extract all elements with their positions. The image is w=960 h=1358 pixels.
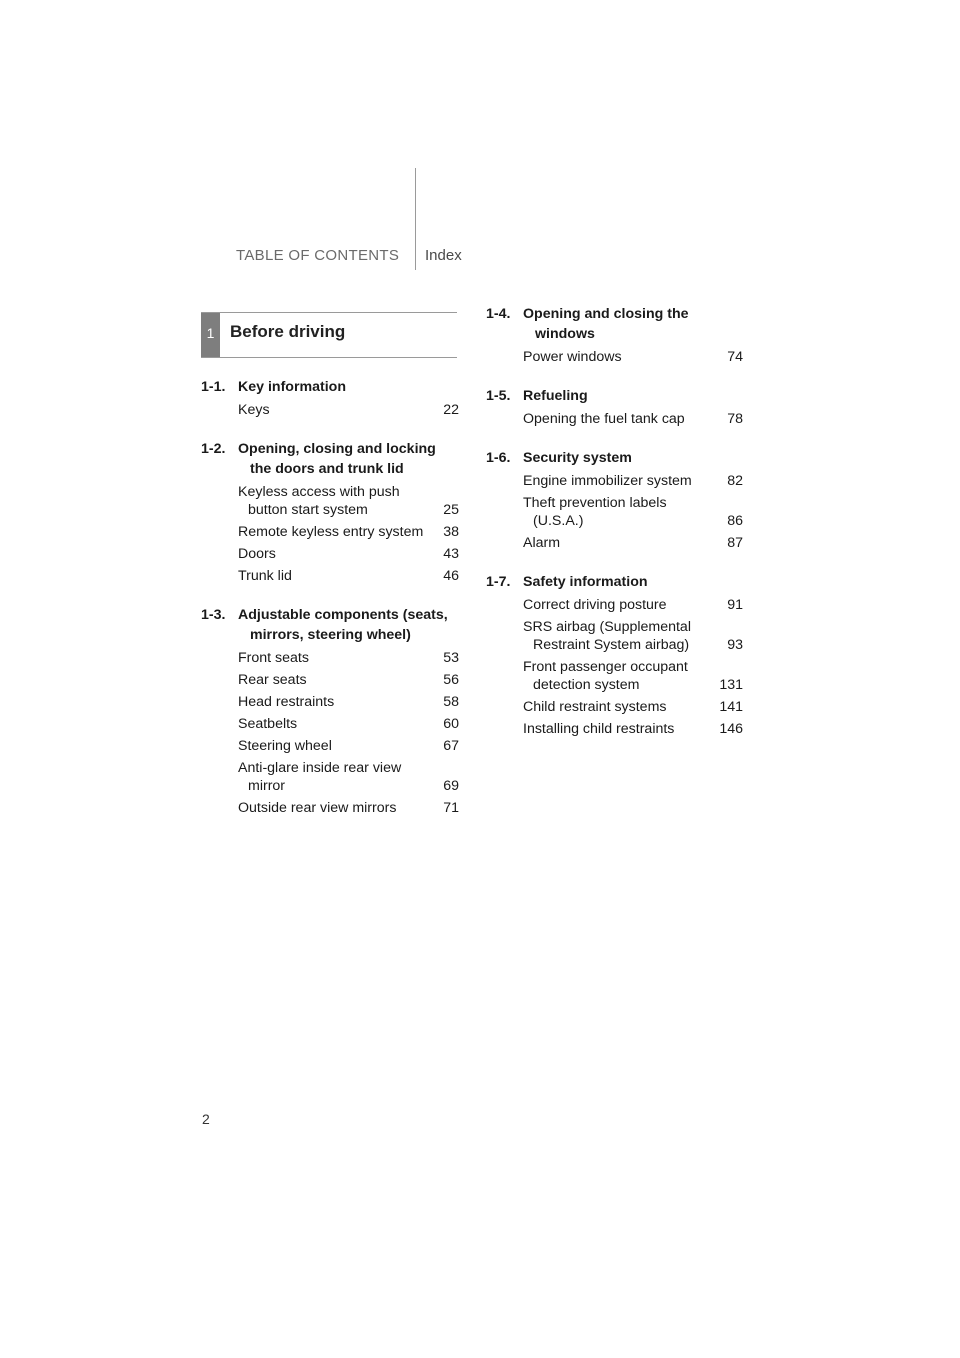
toc-entry[interactable] [523,720,743,738]
toc-group-heading[interactable] [201,605,459,645]
toc-group [201,439,459,585]
toc-group-number: 1-5. [486,388,511,404]
toc-group-number: 1-3. [201,607,226,623]
toc-entry-label: Theft prevention labels (U.S.A.) ..... [523,494,715,530]
toc-group-title: Opening and closing the windows [523,306,689,342]
toc-entry-page: 38 [443,524,459,540]
toc-entry-label: Front seats ..... [238,649,431,667]
toc-entry-label: Power windows ..... [523,348,715,366]
toc-entry-label: Anti-glare inside rear view mirror ..... [238,759,431,795]
toc-entry-page: 87 [727,535,743,551]
toc-entry-page: 60 [443,716,459,732]
toc-entry-page: 78 [727,411,743,427]
toc-entry[interactable] [238,759,459,795]
toc-entry-label: Doors ..... [238,545,431,563]
toc-group [486,304,743,366]
toc-entry-page: 86 [727,513,743,529]
toc-entry-label: Opening the fuel tank cap ..... [523,410,715,428]
toc-entry-label: Seatbelts ..... [238,715,431,733]
toc-entry-label: Engine immobilizer system ..... [523,472,715,490]
toc-entry-label: Keyless access with push button start system ..... [238,483,431,519]
toc-group [201,377,459,419]
toc-entry-label: Rear seats ..... [238,671,431,689]
toc-entry[interactable] [523,494,743,530]
toc-entry-label: Trunk lid ..... [238,567,431,585]
toc-entry[interactable] [238,401,459,419]
toc-entry-page: 82 [727,473,743,489]
toc-group-title: Refueling [523,388,588,404]
toc-group-title: Key information [238,379,346,395]
toc-entry[interactable] [238,715,459,733]
toc-group-number: 1-4. [486,306,511,322]
toc-group-heading[interactable] [201,377,459,397]
toc-entry[interactable] [238,737,459,755]
toc-group-heading[interactable] [486,572,743,592]
toc-group [486,572,743,738]
toc-group-heading[interactable] [201,439,459,479]
toc-entry-label: Steering wheel ..... [238,737,431,755]
table-of-contents-link[interactable]: TABLE OF CONTENTS [236,247,400,264]
toc-entry-label: Keys ..... [238,401,431,419]
toc-group [201,605,459,817]
toc-entry-label: Outside rear view mirrors ..... [238,799,431,817]
toc-entry[interactable] [238,483,459,519]
toc-group-title: Opening, closing and locking the doors and trunk lid [238,441,436,477]
toc-group-number: 1-6. [486,450,511,466]
page-number: 2 [202,1111,210,1127]
toc-entry-page: 58 [443,694,459,710]
section-header [201,312,457,358]
toc-entry[interactable] [523,410,743,428]
header-divider [415,168,416,270]
toc-entry-label: SRS airbag (Supplemental Restraint System airbag) ..... [523,618,715,654]
toc-group [486,448,743,552]
toc-entry[interactable] [238,649,459,667]
toc-group-title: Adjustable components (seats, mirrors, steering wheel) [238,607,448,643]
toc-entry-page: 74 [727,349,743,365]
toc-group-heading[interactable] [486,386,743,406]
section-number-tab: 1 [201,313,220,357]
toc-entry-page: 67 [443,738,459,754]
toc-entry-page: 22 [443,402,459,418]
toc-entry-page: 141 [719,699,743,715]
toc-entry[interactable] [238,671,459,689]
toc-entry-label: Head restraints ..... [238,693,431,711]
toc-entry-label: Correct driving posture ..... [523,596,715,614]
toc-entry[interactable] [238,523,459,541]
toc-entry[interactable] [523,534,743,552]
toc-group [486,386,743,428]
toc-entry-page: 146 [719,721,743,737]
toc-entry[interactable] [523,698,743,716]
toc-group-heading[interactable] [486,304,743,344]
toc-entry[interactable] [523,658,743,694]
index-link[interactable]: Index [425,247,462,264]
toc-group-heading[interactable] [486,448,743,468]
toc-entry-label: Alarm ..... [523,534,715,552]
toc-left-column [201,377,459,837]
toc-entry-page: 46 [443,568,459,584]
toc-group-number: 1-1. [201,379,226,395]
toc-entry[interactable] [523,596,743,614]
toc-entry-page: 56 [443,672,459,688]
toc-entry-label: Child restraint systems ..... [523,698,715,716]
toc-entry-page: 71 [443,800,459,816]
toc-entry[interactable] [238,567,459,585]
toc-entry-label: Front passenger occupant detection system ..... [523,658,715,694]
toc-group-number: 1-7. [486,574,511,590]
toc-entry-label: Remote keyless entry system ..... [238,523,431,541]
toc-group-title: Security system [523,450,632,466]
toc-entry-page: 93 [727,637,743,653]
toc-group-number: 1-2. [201,441,226,457]
toc-entry-page: 131 [719,677,743,693]
toc-entry-page: 25 [443,502,459,518]
toc-entry[interactable] [523,348,743,366]
toc-entry-page: 43 [443,546,459,562]
toc-entry[interactable] [238,545,459,563]
toc-entry-page: 53 [443,650,459,666]
toc-entry-label: Installing child restraints ..... [523,720,715,738]
section-title: Before driving [230,322,346,341]
toc-entry-page: 91 [727,597,743,613]
toc-right-column [486,304,743,758]
toc-entry[interactable] [523,472,743,490]
toc-entry-page: 69 [443,778,459,794]
toc-entry[interactable] [238,799,459,817]
toc-group-title: Safety information [523,574,648,590]
toc-entry[interactable] [523,618,743,654]
toc-entry[interactable] [238,693,459,711]
